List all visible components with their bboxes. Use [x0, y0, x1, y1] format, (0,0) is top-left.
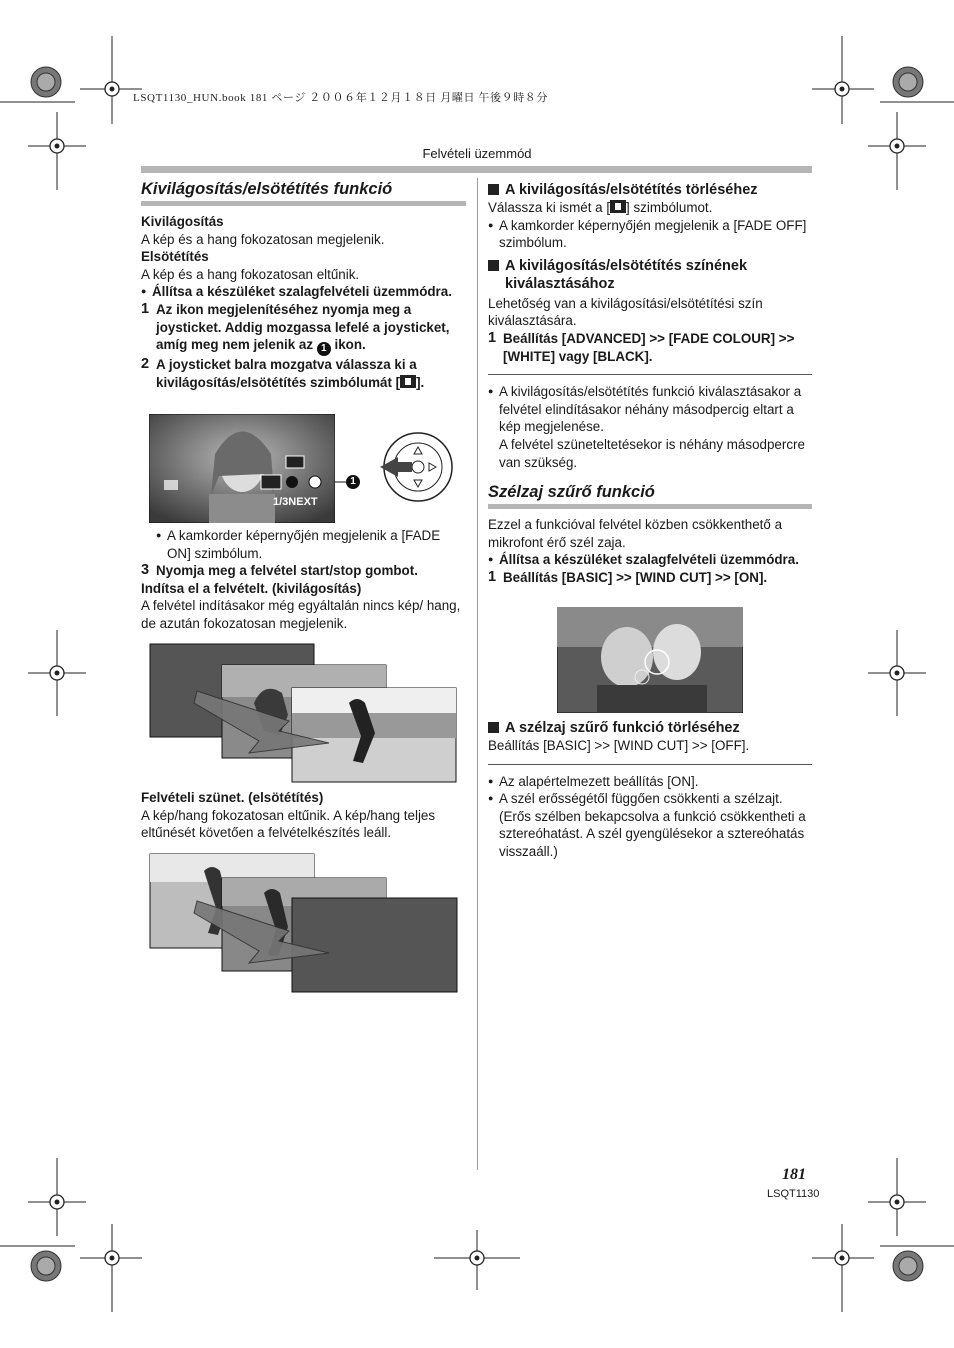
step-3-desc: A felvétel indításakor még egyáltalán nincs kép/ hang, de azután fokozatosan megjelenik.	[141, 598, 461, 631]
step-number: 1	[141, 300, 150, 317]
fade-in-sequence-figure	[149, 643, 459, 785]
wind-step: 1 Beállítás [BASIC] >> [WIND CUT] >> [ON].	[488, 568, 768, 585]
joystick-figure	[378, 431, 455, 503]
fade-colour-step: 1 Beállítás [ADVANCED] >> [FADE COLOUR] >> [WHITE] vagy [BLACK].	[488, 329, 795, 364]
left-column-pause	[141, 789, 466, 842]
step-number: 1	[488, 568, 497, 585]
pause-heading: Felvételi szünet. (elsötétítés)	[141, 790, 324, 805]
pause-text: A kép/hang fokozatosan eltűnik. A kép/hang teljes eltűnését követően a felvételkészítés leáll.	[141, 807, 436, 841]
prep-bullet: ● Állítsa a készüléket szalagfelvételi üzemmódra.	[141, 283, 466, 301]
fade-in-text: A kép és a hang fokozatosan megjelenik.	[141, 231, 385, 247]
fade-out-heading: Elsötétítés	[141, 249, 209, 265]
step-2-text: A joysticket balra mozgatva válassza ki a kivilágosítás/elsötétítés szimbólumát [	[156, 357, 417, 390]
cancel-fade-heading: A kivilágosítás/elsötétítés törléséhez	[488, 181, 812, 199]
section-title-rule	[141, 201, 466, 206]
step-3-text: Nyomja meg a felvétel start/stop gombot.	[156, 563, 418, 579]
fade-in-heading: Kivilágosítás	[141, 214, 224, 229]
step-1	[141, 301, 466, 356]
fade-off-bullet: ● A kamkorder képernyőjén megjelenik a [FADE OFF] szimbólum.	[488, 217, 812, 252]
fade-symbol-icon	[400, 375, 416, 388]
page-number: 181	[782, 1166, 806, 1183]
step-1-text-end: ikon.	[334, 337, 366, 353]
running-head: Felvételi üzemmód	[422, 146, 532, 161]
fade-note: ● A kivilágosítás/elsötétítés funkció kiválasztásakor a felvétel elindításakor néhány másodpercig eltart a kép megjelenése.	[488, 383, 812, 436]
step-3	[141, 562, 466, 580]
cancel-fade-text: Válassza ki ismét a [ ] szimbólumot.	[488, 200, 713, 215]
square-bullet-icon	[488, 722, 499, 733]
step-number: 1	[488, 329, 497, 346]
fade-symbol-icon	[610, 200, 626, 213]
left-column	[141, 178, 466, 391]
fade-colour-heading: A kivilágosítás/elsötétítés színének kiválasztásához	[488, 257, 812, 293]
column-divider	[477, 178, 478, 1170]
callout-1-icon: 1	[346, 475, 360, 489]
divider-rule	[488, 764, 812, 765]
section-title-rule	[488, 504, 812, 509]
square-bullet-icon	[488, 260, 499, 271]
wind-cancel-text: Beállítás [BASIC] >> [WIND CUT] >> [OFF].	[488, 738, 750, 753]
fade-colour-text: Lehetőség van a kivilágosítási/elsötétítési szín kiválasztására.	[488, 295, 763, 329]
fade-out-sequence-figure	[149, 853, 459, 994]
wind-note-2: ● A szél erősségétől függően csökkenti a szélzajt.	[488, 790, 812, 808]
fade-on-bullet: ● A kamkorder képernyőjén megjelenik a [FADE ON] szimbólum.	[156, 527, 466, 562]
right-column	[488, 181, 812, 587]
divider-rule	[488, 374, 812, 375]
section-title-wind: Szélzaj szűrő funkció	[488, 483, 655, 502]
fade-out-text: A kép és a hang fokozatosan eltűnik.	[141, 266, 360, 282]
wind-prep-bullet: ● Állítsa a készüléket szalagfelvételi üzemmódra.	[488, 551, 812, 569]
screen-next-label: 1/3NEXT	[273, 496, 318, 508]
right-column-bottom	[488, 719, 812, 861]
fade-note-cont: A felvétel szüneteltetésekor is néhány másodpercre van szükség.	[499, 436, 805, 470]
step-3-sub: Indítsa el a felvételt. (kivilágosítás)	[141, 580, 362, 596]
header-rule	[141, 166, 812, 173]
step-number: 3	[141, 562, 150, 579]
wind-note-1: ● Az alapértelmezett beállítás [ON].	[488, 773, 812, 791]
bubble-photo-figure	[557, 607, 743, 713]
step-number: 2	[141, 356, 150, 373]
step-1-text: Az ikon megjelenítéséhez nyomja meg a joysticket. Addig mozgassa lefelé a joysticket, amíg meg nem jelenik az	[156, 301, 450, 353]
print-metadata-line: LSQT1130_HUN.book 181 ページ ２００６年１２月１８日 月曜日 午後９時８分	[133, 92, 549, 104]
step-2-text-end: ].	[416, 374, 425, 390]
step-2	[141, 356, 466, 391]
model-code: LSQT1130	[767, 1188, 820, 1200]
section-title-fade: Kivilágosítás/elsötétítés funkció	[141, 180, 393, 198]
square-bullet-icon	[488, 184, 499, 195]
wind-text: Ezzel a funkcióval felvétel közben csökkenthető a mikrofont érő szél zaja.	[488, 517, 783, 550]
wind-note-2-cont: (Erős szélben bekapcsolva a funkció csökkentheti a sztereóhatást. A szél gyengülésekor a sztereóhatás visszaáll.)	[499, 808, 806, 859]
callout-1-icon: 1	[317, 342, 331, 356]
wind-cancel-heading: A szélzaj szűrő funkció törléséhez	[488, 719, 812, 737]
left-column-mid	[141, 527, 466, 633]
